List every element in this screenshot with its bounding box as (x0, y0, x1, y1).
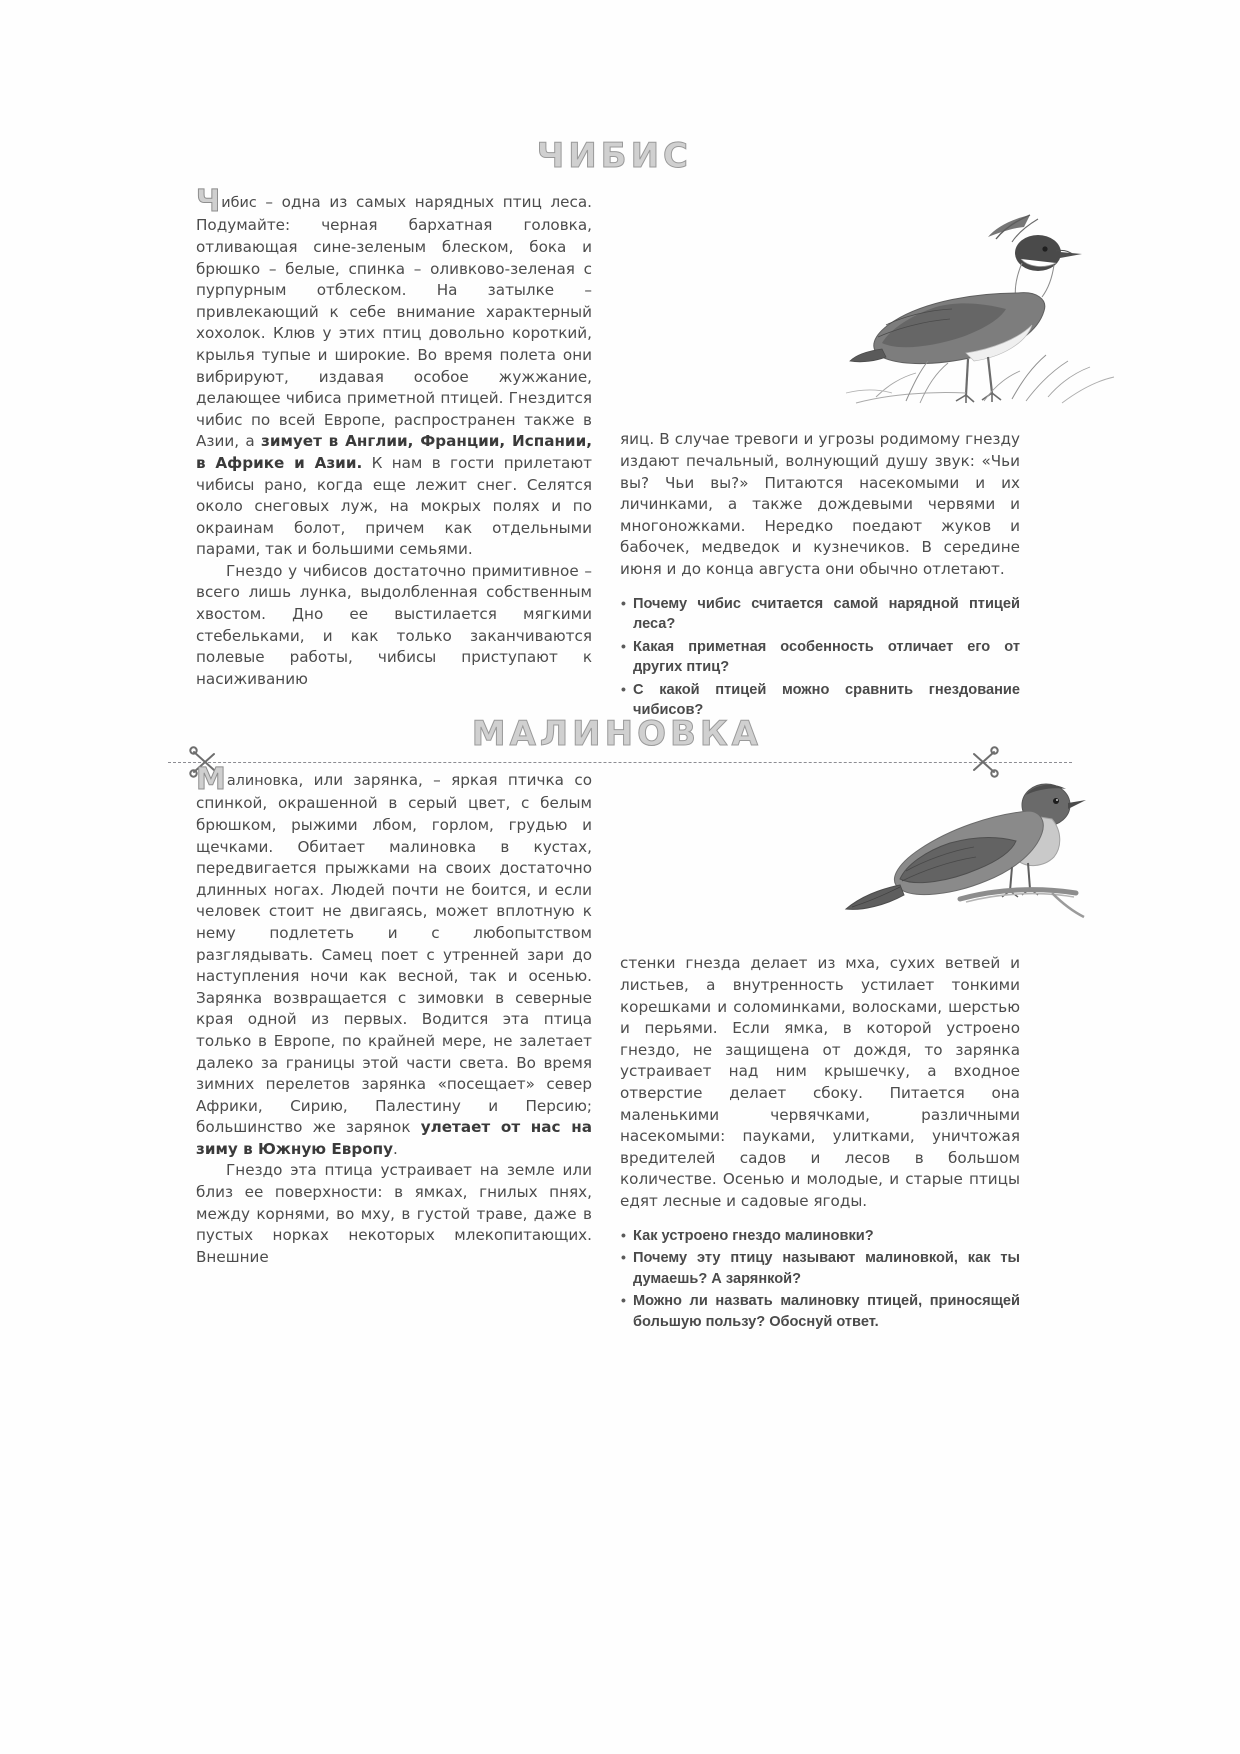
list-item (620, 594, 1020, 635)
malinovka-lead-word: алиновка (226, 773, 299, 790)
question-text: Почему эту птицу называют малиновкой, как ты думаешь? А зарянкой? (633, 1250, 1020, 1287)
list-item (620, 1248, 1020, 1289)
chibis-right-paragraph-1: яиц. В случае тревоги и угрозы родимому гнезду издают печальный, волнующий душу звук: «Чьи вы? Чьи вы?» Питаются насекомыми и их личинками, а также дождевыми червями и многоножками. Нередко поедают жуков и бабочек, медведок и кузнечиков. В середине июня и до конца августа они обычно отлетают. (620, 430, 1020, 578)
chibis-right-column (620, 429, 1020, 722)
article-columns (196, 184, 1062, 719)
malinovka-p1-rest: , или зарянка, – яркая птичка со спинкой, окрашенной в серый цвет, с белым брюшком, рыжими лбом, горлом, грудью и щечками. Обитает малиновка в кустах, передвигается прыжками на своих достаточно длинных ногах. Людей почти не боится, и если человек стоит не двигаясь, может вплотную к нему подлететь и с любопытством разглядывать. Самец поет с утренней зари до наступления ночи как весной, так и осенью. Зарянка возвращается с зимовки в северные края одной из первых. Водится эта птица только в Европе, по крайней мере, не залетает далеко за границы этой части света. Во время зимних перелетов зарянка «посещает» север Африки, Сирию, Палестину и Персию; большинство же зарянок (196, 771, 592, 1137)
chibis-question-list (620, 594, 1020, 721)
question-text: Как устроено гнездо малиновки? (633, 1227, 874, 1244)
malinovka-question-list (620, 1226, 1020, 1333)
question-text: Можно ли назвать малиновку птицей, приносящей большую пользу? Обоснуй ответ. (633, 1293, 1020, 1330)
malinovka-p1-bold: улетает от нас на зиму в Южную Европу (196, 1118, 592, 1158)
question-text: С какой птицей можно сравнить гнездование чибисов? (633, 681, 1020, 719)
list-item (620, 637, 1020, 678)
question-text: Почему чибис считается самой нарядной птицей леса? (633, 595, 1020, 633)
question-text: Какая приметная особенность отличает его от других птиц? (633, 638, 1020, 676)
chibis-paragraph-1 (196, 184, 592, 561)
article-malinovka (196, 714, 1062, 1330)
malinovka-p1-tail: . (393, 1139, 398, 1158)
list-item (620, 1226, 1020, 1247)
dropcap-ch: Ч (196, 184, 221, 220)
chibis-lead-word: ибис (221, 195, 257, 212)
robin-bird-illustration (800, 771, 1200, 946)
chibis-left-column (196, 184, 592, 690)
page-title-malinovka: МАЛИНОВКА (471, 714, 762, 754)
article-chibis (196, 136, 1062, 719)
lapwing-bird-illustration (816, 197, 1216, 425)
chibis-p1-bold: зимует в Англии, Франции, Испании, в Африке и Азии. (196, 432, 592, 472)
malinovka-paragraph-2: Гнездо эта птица устраивает на земле или близ ее поверхности: в ямках, гнилых пнях, между корнями, во мху, в густой траве, даже в пустых норках некоторых млекопитающих. Внешние (196, 1161, 592, 1266)
malinovka-paragraph-1 (196, 762, 592, 1160)
page-title-chibis: ЧИБИС (536, 136, 692, 176)
malinovka-right-column (620, 953, 1020, 1334)
chibis-p1-tail: К нам в гости прилетают чибисы рано, когда еще лежит снег. Селятся около снеговых луж, на мокрых полях и по окраинам болот, причем как отдельными парами, так и большими семьями. (196, 453, 592, 559)
article-columns (196, 762, 1062, 1330)
list-item (620, 1291, 1020, 1332)
chibis-p1-rest: – одна из самых нарядных птиц леса. Подумайте: черная бархатная головка, отливающая сине-зеленым блеском, бока и брюшко – белые, спинка – оливково-зеленая с пурпурным отблеском. На затылке – привлекающий к себе внимание характерный хохолок. Клюв у этих птиц довольно короткий, крылья тупые и широкие. Во время полета они вибрируют, издавая особое жужжание, делающее чибиса приметной птицей. Гнездится чибис по всей Европе, распространен также в Азии, а (196, 193, 592, 451)
dropcap-m: М (196, 762, 226, 798)
malinovka-right-paragraph-1: стенки гнезда делает из мха, сухих ветвей и листьев, а внутренность устилает тонкими корешками и соломинками, волосками, шерстью и перьями. Если ямка, в которой устроено гнездо, не защищена от дождя, то зарянка устраивает над ним крышечку, а входное отверстие делает сбоку. Питается она маленькими червячками, различными насекомыми: пауками, улитками, уничтожая вредителей садов и лесов в большом количестве. Осенью и молодые, и старые птицы едят лесные и садовые ягоды. (620, 954, 1020, 1210)
chibis-paragraph-2: Гнездо у чибисов достаточно примитивное – всего лишь лунка, выдолбленная собственным хвостом. Дно ее выстилается мягкими стебельками, и как только заканчиваются полевые работы, чибисы приступают к насиживанию (196, 561, 592, 688)
malinovka-left-column (196, 762, 592, 1268)
